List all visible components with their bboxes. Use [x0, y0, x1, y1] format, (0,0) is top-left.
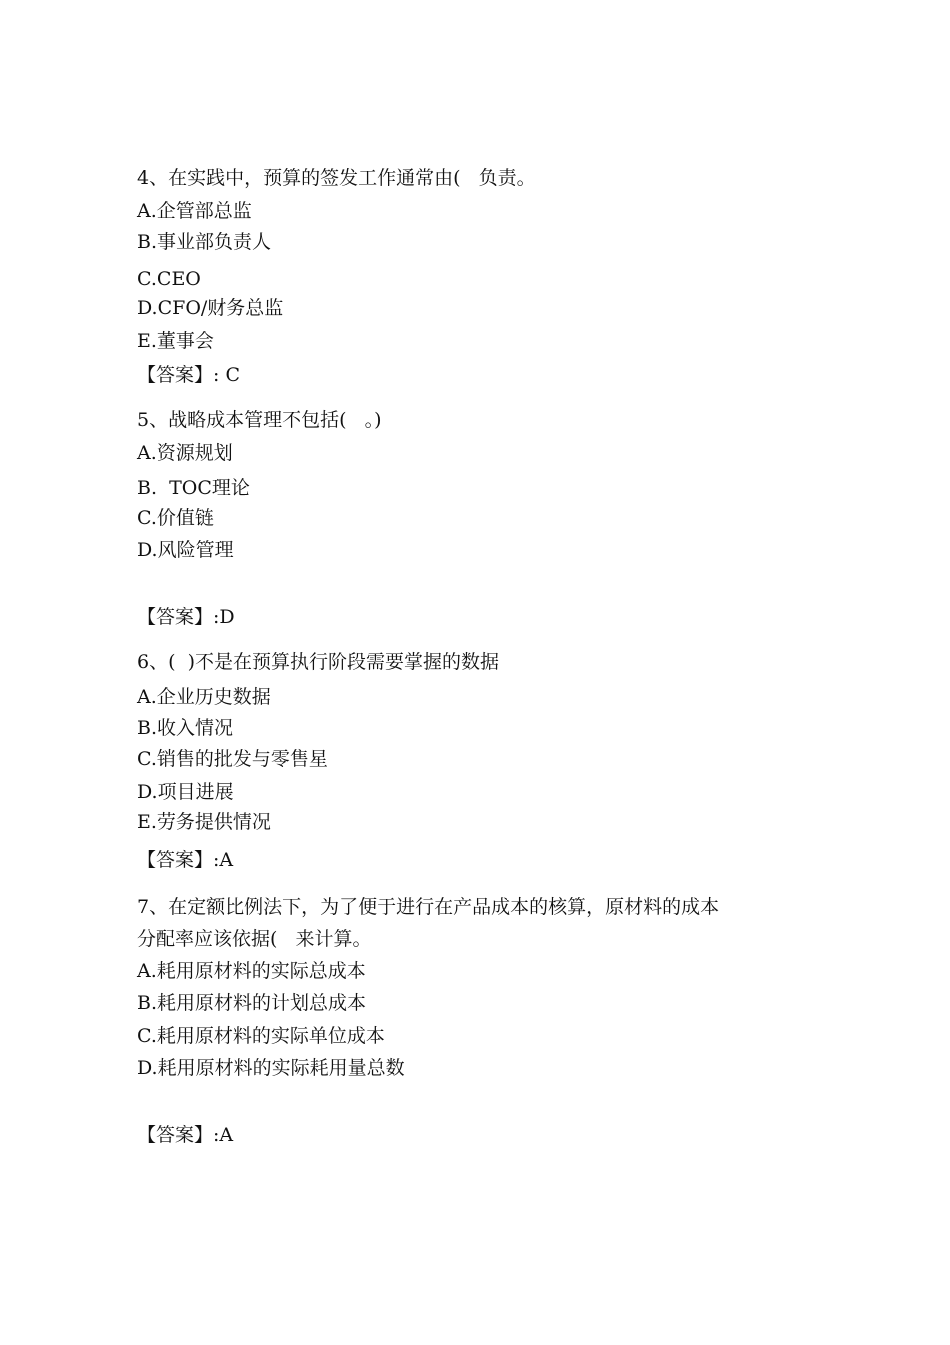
question-7-option-c: C.耗用原材料的实际单位成本	[137, 1025, 385, 1047]
question-4-answer: 【答案】: C	[137, 364, 240, 386]
question-7-stem-line-2: 分配率应该依据( 来计算。	[137, 928, 372, 950]
question-6-option-a: A.企业历史数据	[137, 686, 271, 708]
question-4-stem: 4、在实践中，预算的签发工作通常由( 负责。	[137, 167, 536, 189]
question-5-answer: 【答案】:D	[137, 606, 235, 628]
question-5-stem: 5、战略成本管理不包括( 。)	[137, 409, 382, 431]
question-5-option-d: D.风险管理	[137, 539, 234, 561]
question-4-option-a: A.企管部总监	[137, 200, 252, 222]
question-7-answer: 【答案】:A	[137, 1124, 234, 1146]
question-5-option-c: C.价值链	[137, 507, 214, 529]
question-7-option-a: A.耗用原材料的实际总成本	[137, 960, 366, 982]
question-5-option-b: B. TOC理论	[137, 477, 250, 499]
question-6-option-d: D.项目进展	[137, 781, 234, 803]
question-4-option-d: D.CFO/财务总监	[137, 297, 284, 319]
question-6-option-e: E.劳务提供情况	[137, 811, 271, 833]
question-7-stem-line-1: 7、在定额比例法下，为了便于进行在产品成本的核算，原材料的成本	[137, 896, 720, 918]
question-4-option-b: B.事业部负责人	[137, 231, 272, 253]
question-7-option-b: B.耗用原材料的计划总成本	[137, 992, 367, 1014]
question-4-option-e: E.董事会	[137, 330, 214, 352]
question-6-option-c: C.销售的批发与零售星	[137, 748, 328, 770]
question-4-option-c: C.CEO	[137, 268, 201, 290]
question-6-stem: 6、( )不是在预算执行阶段需要掌握的数据	[137, 651, 499, 673]
question-5-option-a: A.资源规划	[137, 442, 233, 464]
question-6-answer: 【答案】:A	[137, 849, 234, 871]
question-7-option-d: D.耗用原材料的实际耗用量总数	[137, 1057, 405, 1079]
question-6-option-b: B.收入情况	[137, 717, 234, 739]
